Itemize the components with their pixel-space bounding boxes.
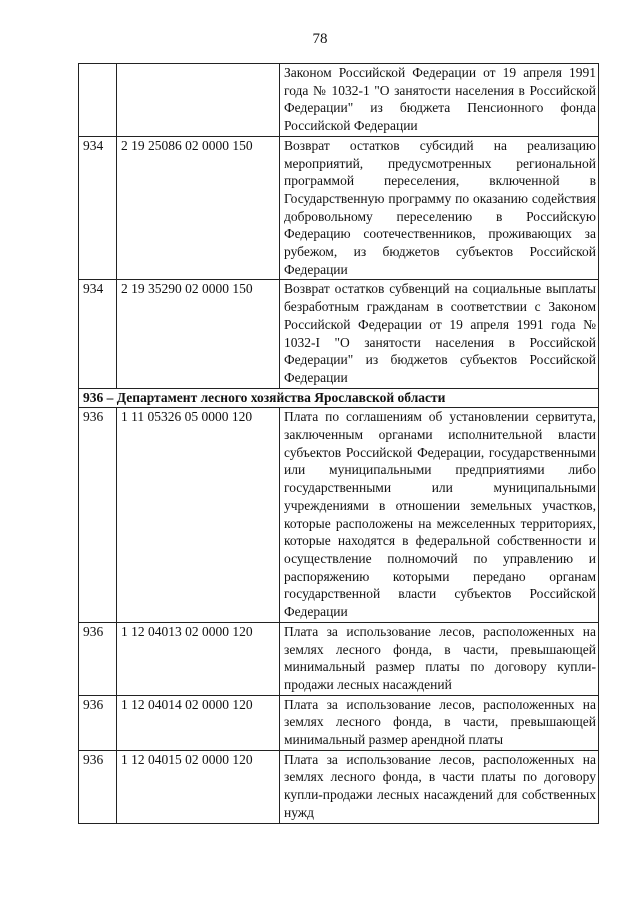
admin-code-cell: 934 <box>79 280 117 388</box>
table-row <box>79 136 599 280</box>
admin-code-cell: 936 <box>79 750 117 823</box>
page-number: 78 <box>312 31 328 47</box>
revenue-code-cell: 1 12 04015 02 0000 120 <box>117 750 280 823</box>
table-row <box>79 695 599 750</box>
revenue-code-cell: 1 11 05326 05 0000 120 <box>117 408 280 622</box>
section-title: 936 – Департамент лесного хозяйства Ярославской области <box>79 388 599 408</box>
description-cell: Плата за использование лесов, расположенных на землях лесного фонда, в части платы по договору купли-продажи лесных насаждений для собственных нужд <box>280 750 599 823</box>
admin-code-cell: 936 <box>79 408 117 622</box>
description-cell: Законом Российской Федерации от 19 апреля 1991 года № 1032-1 "О занятости населения в Российской Федерации" из бюджета Пенсионного фонда Российской Федерации <box>280 64 599 137</box>
description-cell: Возврат остатков субвенций на социальные выплаты безработным гражданам в соответствии с Законом Российской Федерации от 19 апреля 1991 года № 1032-I "О занятости населения в Российской Федерации" из бюджетов субъектов Российской Федерации <box>280 280 599 388</box>
table-row <box>79 64 599 137</box>
revenue-code-cell: 1 12 04013 02 0000 120 <box>117 622 280 695</box>
description-cell: Плата за использование лесов, расположенных на землях лесного фонда, в части, превышающей минимальный размер арендной платы <box>280 695 599 750</box>
section-row <box>79 388 599 408</box>
revenue-code-cell: 2 19 35290 02 0000 150 <box>117 280 280 388</box>
admin-code-cell: 936 <box>79 695 117 750</box>
revenue-code-cell: 2 19 25086 02 0000 150 <box>117 136 280 280</box>
revenue-code-cell <box>117 64 280 137</box>
table-row <box>79 750 599 823</box>
revenue-code-cell: 1 12 04014 02 0000 120 <box>117 695 280 750</box>
description-cell: Плата по соглашениям об установлении сервитута, заключенным органами исполнительной власти субъектов Российской Федерации, государственными или муниципальными предприятиями либо государственными или муниципальными учреждениями в отношении земельных участков, которые расположены на межселенных территориях, которые находятся в федеральной собственности и осуществление полномочий по управлению и распоряжению которыми передано органам государственной власти субъектов Российской Федерации <box>280 408 599 622</box>
table-row <box>79 280 599 388</box>
table-row <box>79 408 599 622</box>
revenue-codes-table <box>78 63 599 824</box>
admin-code-cell: 934 <box>79 136 117 280</box>
admin-code-cell <box>79 64 117 137</box>
admin-code-cell: 936 <box>79 622 117 695</box>
description-cell: Плата за использование лесов, расположенных на землях лесного фонда, в части, превышающей минимальный размер платы по договору купли-продажи лесных насаждений <box>280 622 599 695</box>
table-row <box>79 622 599 695</box>
description-cell: Возврат остатков субсидий на реализацию мероприятий, предусмотренных региональной программой переселения, включенной в Государственную программу по оказанию содействия добровольному переселению в Российскую Федерацию соотечественников, проживающих за рубежом, из бюджетов субъектов Российской Федерации <box>280 136 599 280</box>
